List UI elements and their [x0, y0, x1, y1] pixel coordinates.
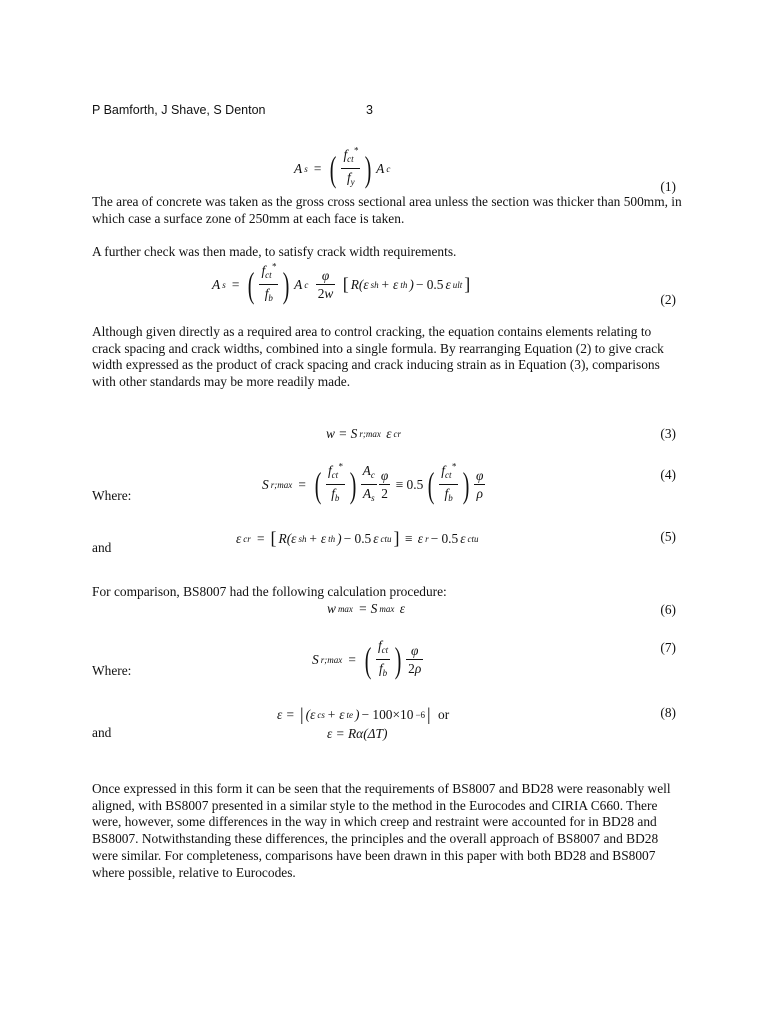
paragraph-3: Although given directly as a required area to control cracking, the equation contains elements relating to crack spacing and crack widths, combined into a single formula. By rearranging Equation (2) to give crack width expressed as the product of crack spacing and crack inducing strain as in Equation (3), comparisons with other standards may be more readily made.	[92, 324, 664, 390]
equation-number-3: (3)	[660, 426, 676, 441]
equation-8a: ε = | (ε cs + ε te ) − 100×10 −6 | or	[277, 704, 450, 724]
equation-number-8: (8)	[660, 705, 676, 720]
equation-number-5: (5)	[660, 529, 676, 544]
label-where-1: Where:	[92, 488, 132, 503]
label-where-2: Where:	[92, 663, 132, 678]
running-header-authors: P Bamforth, J Shave, S Denton	[92, 103, 266, 117]
equation-3: w = S r;max ε cr	[326, 426, 401, 441]
page-number: 3	[366, 103, 373, 117]
equation-7: S r;max = ( $\frac{f_{ct}}{f_b}$ ) $\frac{\varphi}{2\rho}$	[312, 638, 422, 680]
label-and-2: and	[92, 725, 112, 740]
or-word: or	[438, 706, 450, 722]
paragraph-5: Once expressed in this form it can be seen that the requirements of BS8007 and BD28 were reasonably well aligned, with BS8007 presented in a similar style to the method in the Eurocodes and CIRIA C660. There were, however, some differences in the way in which creep and restraint were accounted for in BD28 and BS8007. Notwithstanding these differences, the principles and the overall approach of BS8007 and BD28 were similar. For completeness, comparisons have been drawn in this paper with both BD28 and BS8007 where possible, relative to Eurocodes.	[92, 781, 671, 880]
equation-5: ε cr = [ R(ε sh + ε th ) − 0.5 ε ctu ] ≡ ε r − 0.5 ε ctu	[236, 528, 479, 548]
paragraph-1: The area of concrete was taken as the gross cross sectional area unless the section was thicker than 500mm, in which case a surface zone of 250mm at each face is taken.	[92, 194, 682, 226]
equation-number-2: (2)	[660, 292, 676, 307]
equation-6: w max = S max ε	[327, 601, 405, 616]
label-and-1: and	[92, 540, 112, 555]
equation-1: A s = ( $\frac{f_{ct}^*}{f_y}$ ) A c	[294, 145, 391, 189]
equation-4: S r;max = ( $\frac{f_{ct}^*}{f_b}$ ) $\frac{A_c}{A_s}$ $\frac{\varphi}{2}$ ≡ 0.5 ( $\frac{f_{ct}^*}{f_b}$ ) $\frac{\varphi}{\rho}$	[262, 461, 484, 505]
equation-2: A s = ( $\frac{f_{ct}^*}{f_b}$ ) A c $\frac{\varphi}{2w}$ [ R(ε sh + ε th ) − 0.5 ε ult ]	[212, 261, 471, 305]
paragraph-4: For comparison, BS8007 had the following calculation procedure:	[92, 584, 447, 599]
paragraph-2: A further check was then made, to satisfy crack width requirements.	[92, 244, 457, 259]
equation-number-6: (6)	[660, 602, 676, 617]
equation-8b: ε = Rα(ΔT)	[327, 726, 388, 741]
equation-number-1: (1)	[660, 179, 676, 194]
equation-number-7: (7)	[660, 640, 676, 655]
equation-number-4: (4)	[660, 467, 676, 482]
